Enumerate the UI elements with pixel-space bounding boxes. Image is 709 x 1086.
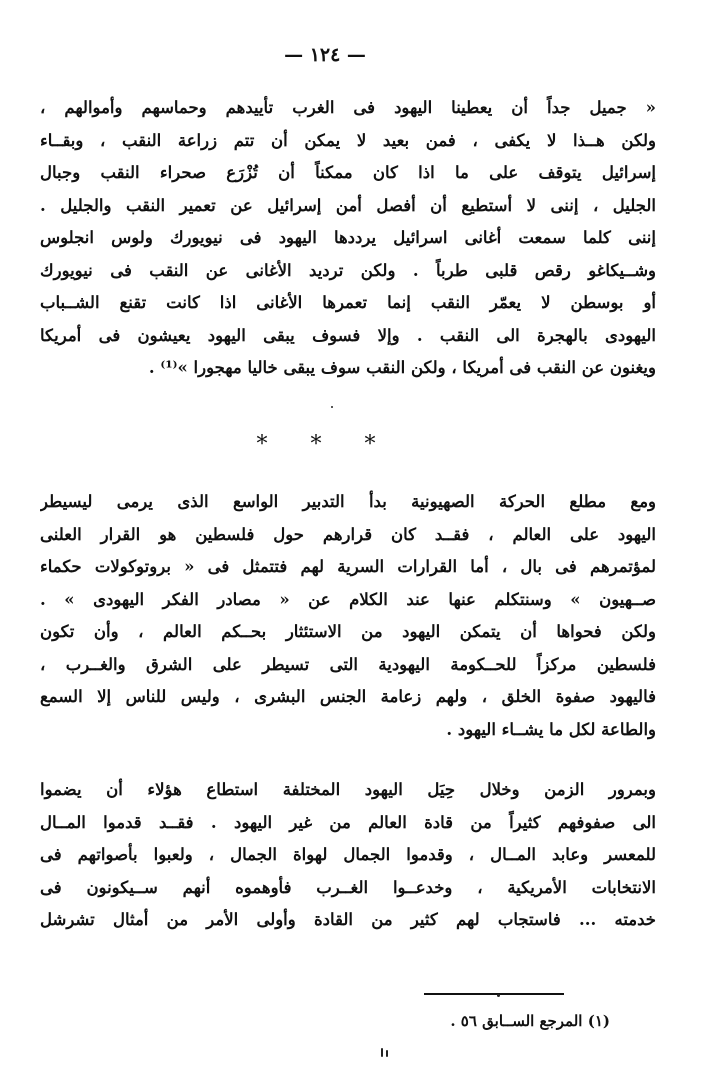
section-divider: * * * — [256, 432, 394, 457]
footnote — [200, 1012, 610, 1030]
text-line: والطاعة لكل ما يشــاء اليهود . — [446, 719, 656, 739]
text-line: فلسطين مركزاً للحــكومة اليهودية التى تسيطر على الشرق والغــرب ، — [40, 654, 656, 674]
page-number: — ١٢٤ — — [284, 44, 366, 66]
text-line: الى صفوفهم كثيراً من قادة العالم من غير اليهود . فقــد قدموا المــال — [40, 812, 656, 832]
text-line: خدمته ... فاستجاب لهم كثير من القادة وأولى الأمر من أمثال تشرشل — [40, 910, 656, 929]
text-line: ويغنون عن النقب فى أمريكا ، ولكن النقب سوف يبقى خاليا مهجورا »⁽¹⁾ . — [148, 358, 656, 377]
text-line: إسرائيل يتوقف على ما اذا كان ممكناً أن تُزْرَع صحراء النقب وجبال — [40, 163, 656, 182]
text-line: وبمرور الزمن وخلال حِيَل اليهود المختلفة استطاع هؤلاء أن يضموا — [40, 780, 656, 799]
text-line: ومع مطلع الحركة الصهيونية بدأ التدبير الواسع الذى يرمى ليسيطر — [40, 492, 656, 511]
footnote-rule — [424, 993, 564, 995]
scan-speck — [386, 1050, 388, 1057]
scan-speck — [497, 994, 500, 997]
text-line: اليهودى بالهجرة الى النقب . وإلا فسوف يبقى اليهود يعيشون فى أمريكا — [40, 325, 656, 345]
text-line: لمؤتمرهم فى بال ، أما القرارات السرية لهم فتتمثل فى « بروتوكولات حكماء — [40, 557, 656, 576]
text-line: الانتخابات الأمريكية ، وخدعــوا الغــرب فأوهموه أنهم ســيكونون فى — [40, 877, 656, 897]
body-paragraph — [40, 774, 656, 937]
text-line: للمعسر وعابد المــال ، وقدموا الجمال لهواة الجمال ، ولعبوا بأصواتهم فى — [40, 845, 656, 864]
text-line: وشــيكاغو رقص قلبى طرباً . ولكن ترديد الأغانى عن النقب فى نيويورك — [40, 260, 656, 280]
text-line: ولكن هــذا لا يكفى ، فمن بعيد لا يمكن أن تتم زراعة النقب ، وبقــاء — [40, 130, 656, 150]
body-paragraph — [40, 486, 656, 746]
quote-paragraph — [40, 92, 656, 385]
scan-speck — [381, 1048, 383, 1057]
scan-speck — [331, 406, 333, 408]
text-line: إننى كلما سمعت أغانى اسرائيل يرددها اليهود فى نيويورك ولوس انجلوس — [40, 228, 656, 247]
text-line: فاليهود صفوة الخلق ، ولهم زعامة الجنس البشرى ، وليس للناس إلا السمع — [40, 687, 656, 706]
text-line: اليهود على العالم ، فقــد كان قرارهم حول فلسطين هو القرار العلنى — [40, 524, 656, 544]
text-line: أو بوسطن لا يعمّر النقب إنما تعمرها الأغانى اذا كانت تقنع الشــباب — [40, 293, 656, 312]
text-line: « جميل جداً أن يعطينا اليهود فى الغرب تأييدهم وحماسهم وأموالهم ، — [40, 98, 656, 117]
footnote-text: المرجع الســابق ٥٦ . — [450, 1012, 583, 1030]
footnote-marker: (١) — [587, 1012, 610, 1030]
text-line: صــهيون » وسنتكلم عنها عند الكلام عن « مصادر الفكر اليهودى » . — [40, 589, 656, 609]
text-line: الجليل ، إننى لا أستطيع أن أفصل أمن إسرائيل عن تعمير النقب والجليل . — [40, 195, 656, 215]
text-line: ولكن فحواها أن يتمكن اليهود من الاستئثار بحــكم العالم ، وأن تكون — [40, 622, 656, 641]
